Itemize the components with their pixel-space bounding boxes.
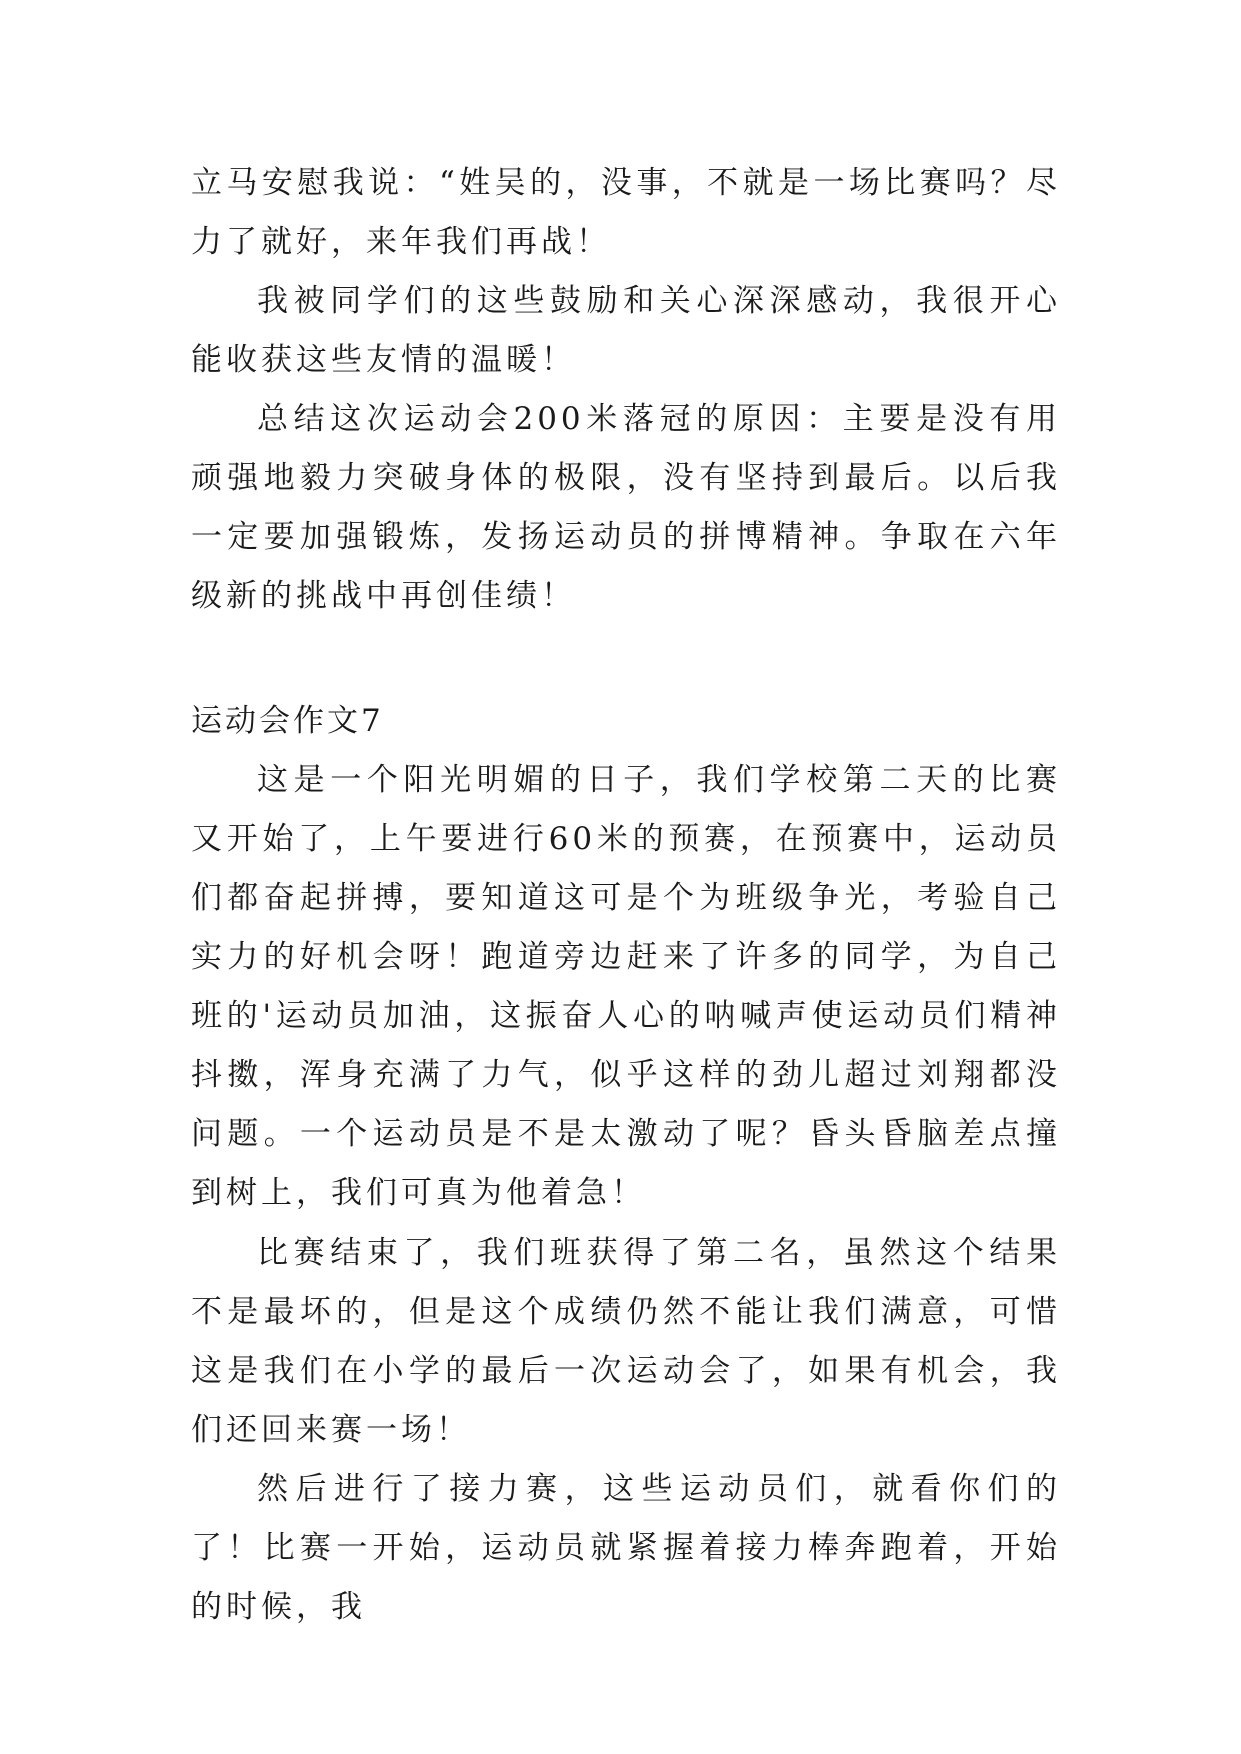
paragraph-sunny-day: 这是一个阳光明媚的日子，我们学校第二天的比赛又开始了，上午要进行60米的预赛，在预赛中，运动员们都奋起拼搏，要知道这可是个为班级争光，考验自己实力的好机会呀！跑道旁边赶来了许多的同学，为自己班的'运动员加油，这振奋人心的呐喊声使运动员们精神抖擞，浑身充满了力气，似乎这样的劲儿超过刘翔都没问题。一个运动员是不是太激动了呢？昏头昏脑差点撞到树上，我们可真为他着急！: [191, 762, 1061, 1211]
section-title: 运动会作文7: [191, 703, 384, 739]
paragraph-result: 比赛结束了，我们班获得了第二名，虽然这个结果不是最坏的，但是这个成绩仍然不能让我们满意，可惜这是我们在小学的最后一次运动会了，如果有机会，我们还回来赛一场！: [191, 1235, 1061, 1448]
paragraph-summary: 总结这次运动会200米落冠的原因：主要是没有用顽强地毅力突破身体的极限，没有坚持到最后。以后我一定要加强锻炼，发扬运动员的拼博精神。争取在六年级新的挑战中再创佳绩！: [191, 401, 1061, 614]
paragraph-comfort: 立马安慰我说：“姓吴的，没事，不就是一场比赛吗？尽力了就好，来年我们再战！: [191, 165, 1061, 260]
paragraph-relay: 然后进行了接力赛，这些运动员们，就看你们的了！比赛一开始，运动员就紧握着接力棒奔跑着，开始的时候，我: [191, 1471, 1061, 1625]
paragraph-moved: 我被同学们的这些鼓励和关心深深感动，我很开心能收获这些友情的温暖！: [191, 283, 1061, 378]
